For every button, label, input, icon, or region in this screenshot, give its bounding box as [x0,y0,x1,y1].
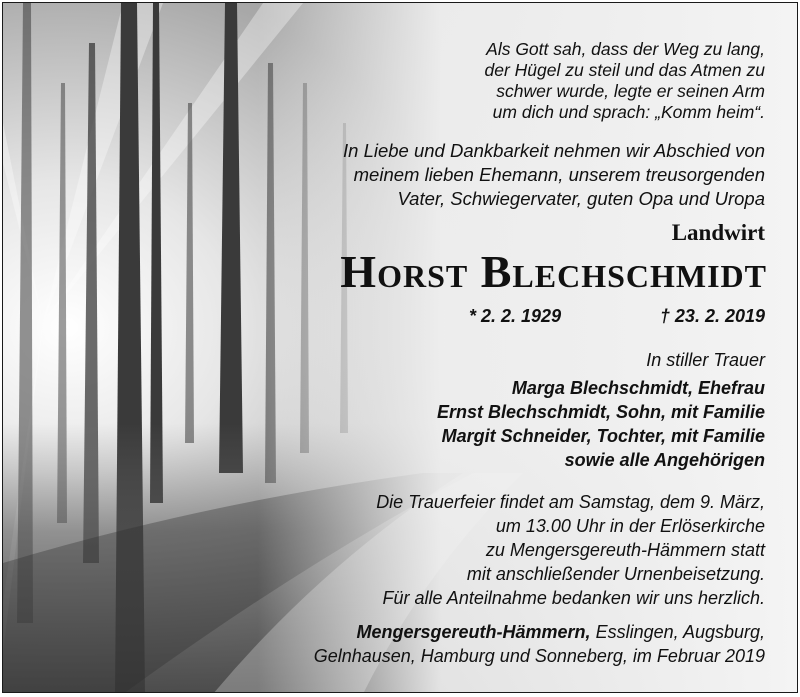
birth-date: * 2. 2. 1929 [469,306,562,326]
poem-verse [485,39,765,123]
intro-line: meinem lieben Ehemann, unserem treusorgenden [353,164,765,185]
death-date: † 23. 2. 2019 [659,306,765,326]
poem-line: Als Gott sah, dass der Weg zu lang, [486,39,765,59]
funeral-service-info [376,490,765,610]
deceased-name: Horst Blechschmidt [340,246,767,297]
poem-line: um dich und sprach: „Komm heim“. [492,102,765,122]
poem-line: der Hügel zu steil und das Atmen zu [484,60,765,80]
service-line: zu Mengersgereuth-Hämmern statt [485,540,765,560]
mourners-list [437,376,765,472]
mourner-entry: Ernst Blechschmidt, Sohn, mit Familie [436,402,765,422]
closing-line-2: Gelnhausen, Hamburg und Sonneberg, im Februar 2019 [313,646,765,666]
mourner-entry: Margit Schneider, Tochter, mit Familie [441,426,765,446]
mourner-entry: sowie alle Angehörigen [564,450,765,470]
closing-line-1 [314,620,765,644]
service-line: um 13.00 Uhr in der Erlöserkirche [495,516,765,536]
intro-line: In Liebe und Dankbarkeit nehmen wir Abschied von [343,140,765,161]
farewell-intro [343,139,765,211]
service-line: mit anschließender Urnenbeisetzung. [466,564,765,584]
poem-line: schwer wurde, legte er seinen Arm [496,81,765,101]
closing-places-date [314,620,765,668]
service-line: Die Trauerfeier findet am Samstag, dem 9. März, [376,492,765,512]
closing-places: Esslingen, Augsburg, [590,622,765,642]
mourner-entry: Marga Blechschmidt, Ehefrau [511,378,765,398]
service-line: Für alle Anteilnahme bedanken wir uns herzlich. [382,588,765,608]
occupation-title: Landwirt [671,220,765,245]
intro-line: Vater, Schwiegervater, guten Opa und Uropa [397,188,765,209]
mourning-heading: In stiller Trauer [646,350,765,370]
closing-place-bold: Mengersgereuth-Hämmern, [356,622,591,642]
obituary-notice [2,2,798,693]
